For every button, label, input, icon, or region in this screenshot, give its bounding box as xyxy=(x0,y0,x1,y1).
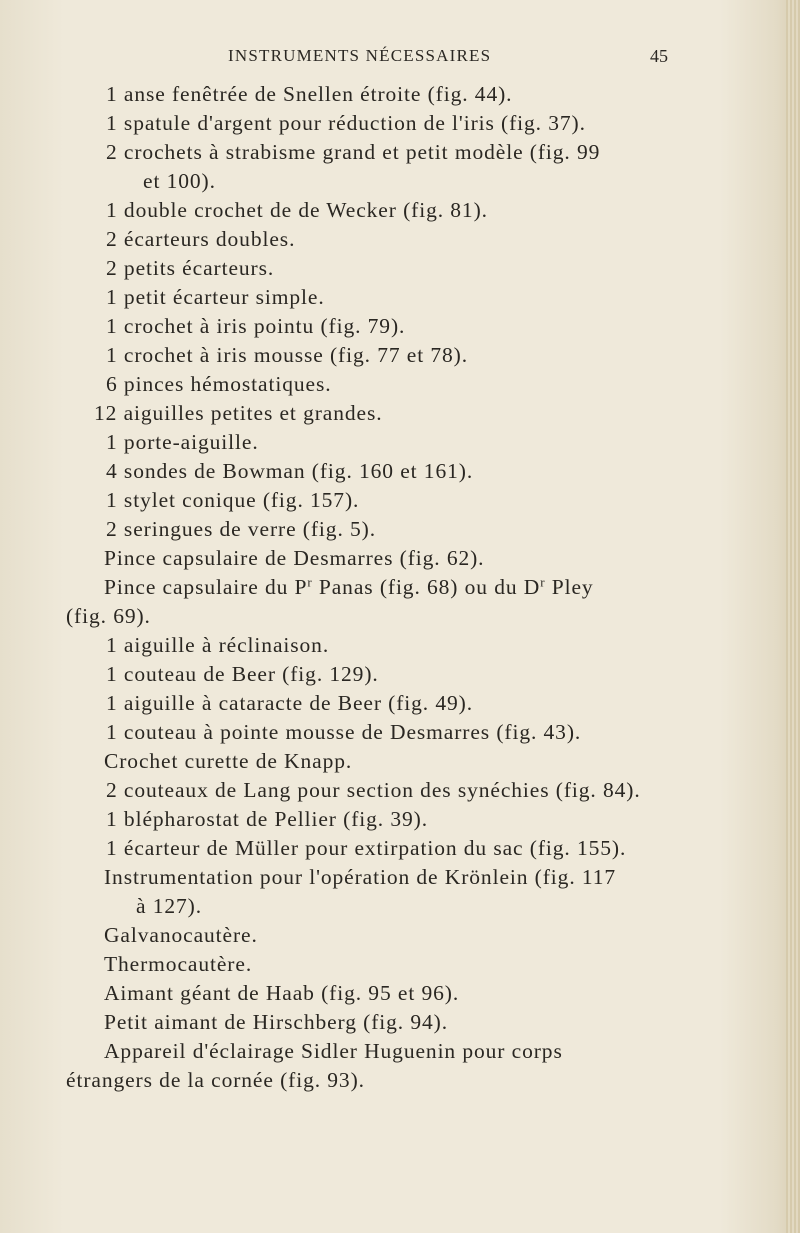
list-item: 1 crochet à iris pointu (fig. 79). xyxy=(106,314,406,338)
list-item: 1 couteau de Beer (fig. 129). xyxy=(106,662,379,686)
list-item: Appareil d'éclairage Sidler Huguenin pour corps xyxy=(104,1039,563,1063)
list-item: 1 couteau à pointe mousse de Desmarres (fig. 43). xyxy=(106,720,582,744)
list-item-part: Pley xyxy=(545,575,594,599)
superscript: r xyxy=(307,575,313,590)
list-item: Crochet curette de Knapp. xyxy=(104,749,353,773)
superscript: r xyxy=(540,575,546,590)
list-item: Petit aimant de Hirschberg (fig. 94). xyxy=(104,1010,448,1034)
list-item-part: Panas (fig. 68) ou du D xyxy=(312,575,541,599)
list-item: 1 blépharostat de Pellier (fig. 39). xyxy=(106,807,428,831)
header-title: INSTRUMENTS NÉCESSAIRES xyxy=(228,46,492,65)
list-item: Pince capsulaire de Desmarres (fig. 62). xyxy=(104,546,485,570)
list-item: Instrumentation pour l'opération de Krönlein (fig. 117 xyxy=(104,865,617,889)
list-item: 2 couteaux de Lang pour section des synéchies (fig. 84). xyxy=(106,778,641,802)
list-item-continuation: et 100). xyxy=(143,169,216,193)
list-item: 2 écarteurs doubles. xyxy=(106,227,296,251)
list-item: 1 crochet à iris mousse (fig. 77 et 78). xyxy=(106,343,468,367)
list-item-part: Pince capsulaire du P xyxy=(104,575,308,599)
running-header xyxy=(0,44,800,70)
list-item: 4 sondes de Bowman (fig. 160 et 161). xyxy=(106,459,474,483)
list-item: 1 anse fenêtrée de Snellen étroite (fig. 44). xyxy=(106,82,513,106)
list-item: 1 porte-aiguille. xyxy=(106,430,259,454)
list-item: 1 petit écarteur simple. xyxy=(106,285,325,309)
list-item: 2 crochets à strabisme grand et petit modèle (fig. 99 xyxy=(106,140,601,164)
list-item: Galvanocautère. xyxy=(104,923,258,947)
page-number: 45 xyxy=(650,46,668,66)
list-item: 1 double crochet de de Wecker (fig. 81). xyxy=(106,198,488,222)
list-item: 6 pinces hémostatiques. xyxy=(106,372,332,396)
list-item: Aimant géant de Haab (fig. 95 et 96). xyxy=(104,981,460,1005)
list-item: 2 seringues de verre (fig. 5). xyxy=(106,517,376,541)
list-item: Thermocautère. xyxy=(104,952,253,976)
list-item: 1 aiguille à cataracte de Beer (fig. 49). xyxy=(106,691,473,715)
list-item: 1 stylet conique (fig. 157). xyxy=(106,488,360,512)
list-item: 12 aiguilles petites et grandes. xyxy=(94,401,383,425)
list-item: 1 écarteur de Müller pour extirpation du sac (fig. 155). xyxy=(106,836,627,860)
list-item-continuation: (fig. 69). xyxy=(66,604,151,628)
list-item xyxy=(104,573,594,602)
list-item: 2 petits écarteurs. xyxy=(106,256,275,280)
list-item-continuation: à 127). xyxy=(136,894,203,918)
page-edge xyxy=(786,0,800,1233)
list-item: 1 spatule d'argent pour réduction de l'iris (fig. 37). xyxy=(106,111,586,135)
list-item: 1 aiguille à réclinaison. xyxy=(106,633,330,657)
list-item-continuation: étrangers de la cornée (fig. 93). xyxy=(66,1068,365,1092)
